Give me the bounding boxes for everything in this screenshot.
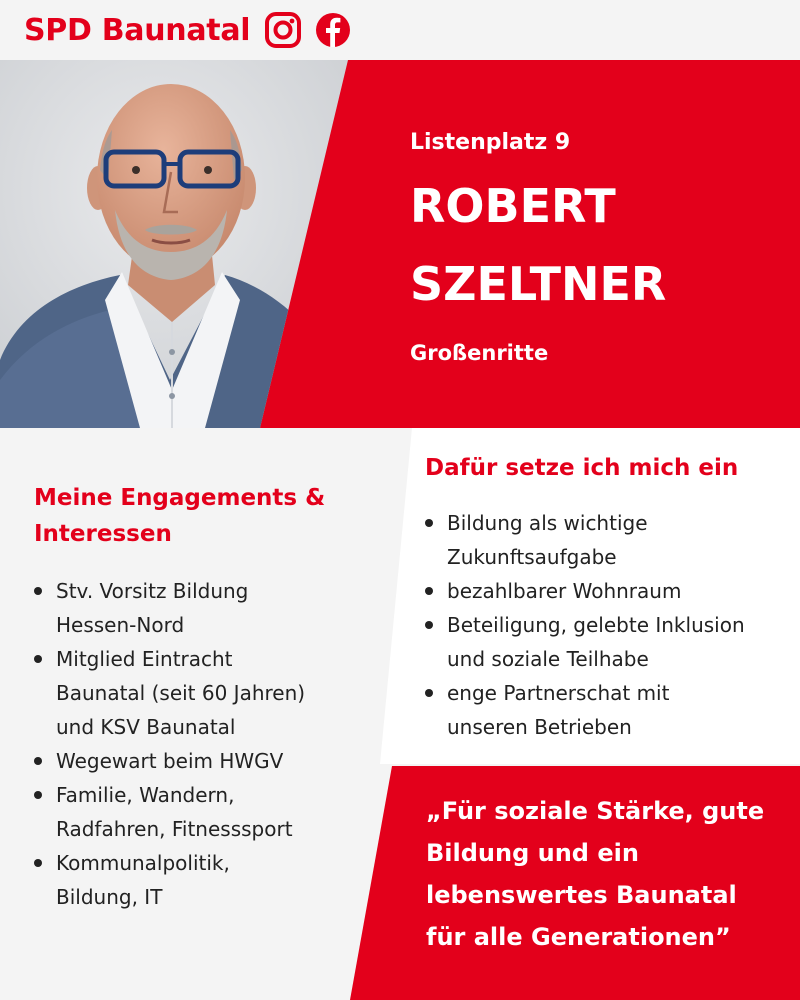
engagements-title-line: Meine Engagements & xyxy=(34,485,326,511)
candidate-info xyxy=(410,130,666,365)
engagements-list xyxy=(34,574,364,914)
content-area xyxy=(0,428,800,1000)
list-item: Stv. Vorsitz Bildung Hessen-Nord xyxy=(34,574,364,642)
quote-line: lebenswertes Baunatal xyxy=(426,881,737,909)
list-item: Beteiligung, gelebte Inklusion und soziale Teilhabe xyxy=(425,608,795,676)
header xyxy=(0,0,800,60)
candidate-last-name: SZELTNER xyxy=(410,257,667,311)
list-item: Wegewart beim HWGV xyxy=(34,744,364,778)
commitments-title: Dafür setze ich mich ein xyxy=(425,455,739,481)
list-item: bezahlbarer Wohnraum xyxy=(425,574,795,608)
campaign-quote xyxy=(426,790,786,958)
engagements-section xyxy=(34,480,364,914)
facebook-icon[interactable] xyxy=(314,11,352,49)
hero-banner xyxy=(0,60,800,428)
list-item: Bildung als wichtige Zukunftsaufgabe xyxy=(425,506,795,574)
quote-line: Bildung und ein xyxy=(426,839,639,867)
candidate-name xyxy=(410,167,666,323)
quote-line: für alle Generationen” xyxy=(426,923,731,951)
candidate-first-name: ROBERT xyxy=(410,179,616,233)
engagements-title xyxy=(34,480,364,552)
candidate-location: Großenritte xyxy=(410,341,549,365)
social-links xyxy=(264,11,352,49)
list-item: Mitglied Eintracht Baunatal (seit 60 Jahren) und KSV Baunatal xyxy=(34,642,364,744)
list-item: enge Partnerschat mit unseren Betrieben xyxy=(425,676,795,744)
list-item: Kommunalpolitik, Bildung, IT xyxy=(34,846,364,914)
engagements-title-line: Interessen xyxy=(34,521,172,547)
instagram-icon[interactable] xyxy=(264,11,302,49)
list-position: Listenplatz 9 xyxy=(410,130,571,155)
quote-line: „Für soziale Stärke, gute xyxy=(426,797,765,825)
list-item: Familie, Wandern, Radfahren, Fitnesssport xyxy=(34,778,364,846)
commitments-section xyxy=(425,450,795,744)
brand-title: SPD Baunatal xyxy=(24,12,251,48)
commitments-list xyxy=(425,506,795,744)
